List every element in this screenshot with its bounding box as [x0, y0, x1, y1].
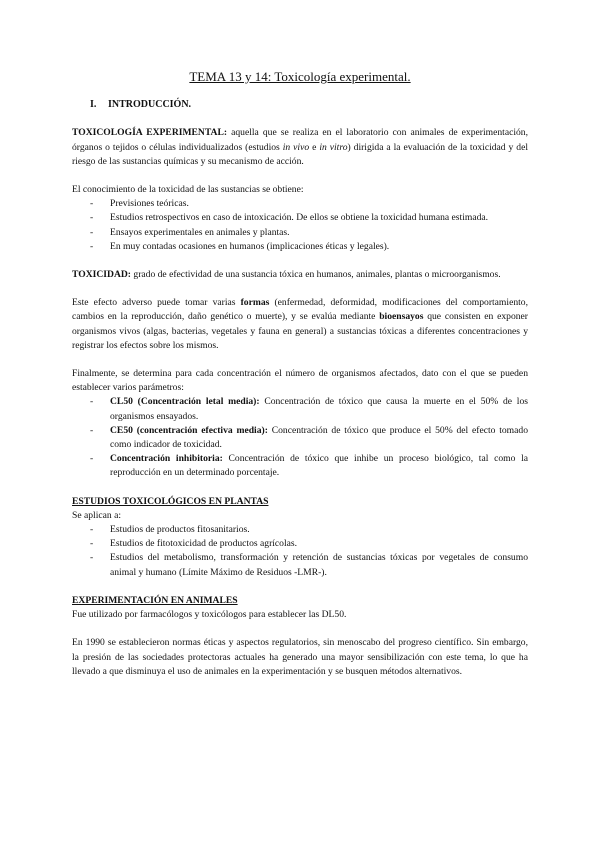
parameter-text: Concentración de tóxico que causa la muerte en el 50% de los organismos ensayados.	[110, 396, 528, 422]
paragraph-text: (enfermedad, deformidad, modificaciones del comportamiento, cambios en la reproducción, daño genético o muerte), y se evalúa mediante	[72, 297, 528, 323]
section-heading-introduccion	[90, 98, 528, 112]
paragraph-text: que consisten en exponer organismos vivos (algas, bacterias, vegetales y fauna en general) a sustancias tóxicas a diferentes concentraciones y registrar los efectos sobre los mismos.	[72, 311, 528, 351]
paragraph-text: Este efecto adverso puede tomar varias	[72, 297, 241, 309]
list-item: - Estudios retrospectivos en caso de intoxicación. De ellos se obtiene la toxicidad humana estimada.	[72, 211, 528, 225]
list-item: - Previsiones teóricas.	[72, 197, 528, 211]
paragraph-dl50: Fue utilizado por farmacólogos y toxicólogos para establecer las DL50.	[72, 609, 347, 621]
list-item: - Estudios del metabolismo, transformación y retención de sustancias tóxicas por vegetales de consumo animal y humano (Límite Máximo de Residuos -LMR-).	[72, 551, 528, 579]
list-item	[72, 424, 528, 452]
bold-term: bioensayos	[379, 311, 424, 323]
definition-toxicidad	[72, 268, 528, 282]
parameter-term: Concentración inhibitoria:	[110, 453, 223, 465]
section-label: INTRODUCCIÓN.	[108, 99, 192, 111]
paragraph-se-aplican: Se aplican a:	[72, 509, 122, 521]
list-plantas	[72, 523, 528, 580]
list-item: - Estudios de productos fitosanitarios.	[72, 523, 528, 537]
document-page	[72, 70, 528, 679]
list-item: - Ensayos experimentales en animales y plantas.	[72, 226, 528, 240]
parameter-text: Concentración de tóxico que inhibe un proceso biológico, tal como la reproducción en un determinado porcentaje.	[110, 453, 528, 479]
paragraph-1990: En 1990 se establecieron normas éticas y aspectos regulatorios, sin menoscabo del progreso científico. Sin embargo, la presión de las sociedades protectoras actuales ha generado una mayor sensibilización con este tema, lo que ha llevado a que disminuya el uso de animales en la experimentación y se busquen métodos alternativos.	[72, 637, 528, 677]
section-number: I.	[90, 99, 97, 111]
paragraph-efecto-adverso	[72, 296, 528, 353]
list-conocimiento	[72, 197, 528, 254]
definition-text: aquella que se realiza en el laboratorio con animales de experimentación, órganos o tejidos o células individualizados (estudios	[72, 127, 528, 153]
parameter-term: CE50 (concentración efectiva media):	[110, 424, 268, 436]
document-title: TEMA 13 y 14: Toxicología experimental.	[189, 69, 411, 84]
paragraph-conocimiento: El conocimiento de la toxicidad de las sustancias se obtiene:	[72, 184, 304, 196]
parameter-text: Concentración de tóxico que produce el 50% del efecto tomado como indicador de toxicidad.	[110, 424, 528, 451]
definition-term: TOXICIDAD:	[72, 269, 131, 281]
list-item: - En muy contadas ocasiones en humanos (implicaciones éticas y legales).	[72, 240, 528, 254]
definition-term: TOXICOLOGÍA EXPERIMENTAL:	[72, 127, 228, 139]
definition-text: ) dirigida a la evaluación de la toxicidad y del riesgo de las sustancias químicas y su mecanismo de acción.	[72, 141, 529, 167]
list-item: - Estudios de fitotoxicidad de productos agrícolas.	[72, 537, 528, 551]
definition-text: e	[309, 141, 320, 153]
paragraph-finalmente: Finalmente, se determina para cada concentración el número de organismos afectados, dato con el que se pueden establecer varios parámetros:	[72, 368, 528, 394]
list-item	[72, 395, 528, 423]
parameter-term: CL50 (Concentración letal media):	[110, 396, 260, 408]
list-item	[72, 452, 528, 480]
italic-term: in vitro	[319, 141, 348, 153]
heading-experimentacion-animales: EXPERIMENTACIÓN EN ANIMALES	[72, 594, 238, 606]
bold-term: formas	[240, 297, 270, 309]
heading-estudios-plantas: ESTUDIOS TOXICOLÓGICOS EN PLANTAS	[72, 495, 269, 507]
list-parametros	[72, 395, 528, 480]
definition-toxicologia-experimental	[72, 126, 528, 169]
definition-text: grado de efectividad de una sustancia tóxica en humanos, animales, plantas o microorganismos.	[131, 269, 501, 281]
italic-term: in vivo	[282, 141, 310, 153]
